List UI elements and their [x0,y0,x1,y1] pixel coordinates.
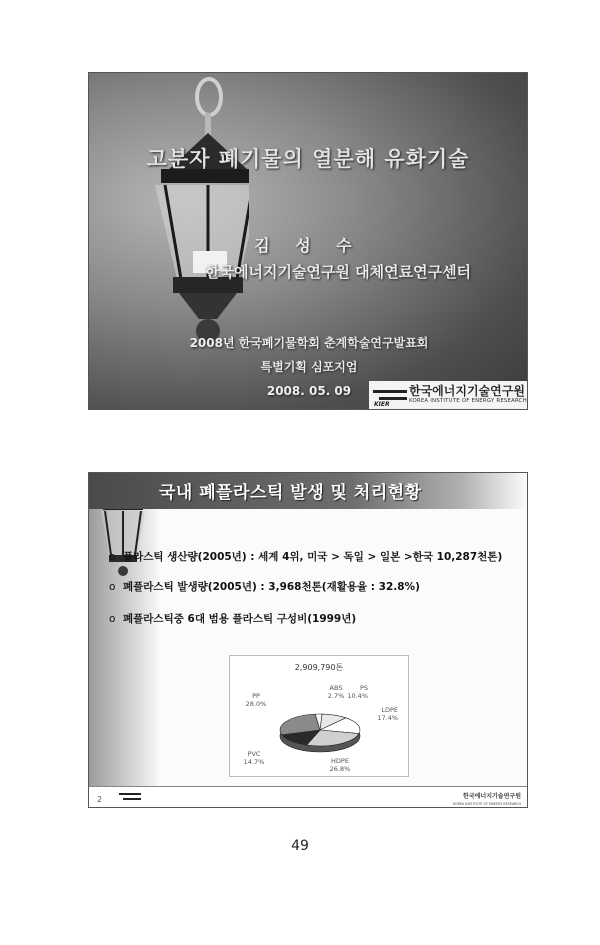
footer-logo-mark [119,792,141,802]
slide-title: 국내 폐플라스틱 발생 및 처리현황 [159,483,422,503]
bullet-text: 플라스틱 생산량(2005년) : 세계 4위, 미국 > 독일 > 일본 >한국 10,287천톤) [123,551,503,563]
kier-logo [369,381,527,409]
status-slide [88,472,528,808]
pie-chart-box [229,655,409,777]
bullet-production [109,549,502,564]
slice-value: 10.4% [347,692,368,700]
kier-english-name: KOREA INSTITUTE OF ENERGY RESEARCH [409,398,527,404]
slice-value: 28.0% [245,700,267,708]
slice-label: PP [252,692,260,700]
slide-number: 2 [97,795,103,804]
slide-footer [89,786,527,807]
event-line-1: 2008년 한국폐기물학회 춘계학술연구발표회 [189,336,429,350]
bullet-mark: o [109,551,116,563]
bullet-mark: o [109,581,116,593]
slide-title: 고분자 폐기물의 열분해 유화기술 [146,147,470,171]
slice-label: PS [359,684,368,692]
event-line-2: 특별기획 심포지엄 [260,360,358,374]
pie-chart [230,656,408,776]
slice-label: ABS [329,684,343,692]
slice-value: 2.7% [327,692,345,700]
slice-label: HDPE [331,757,349,765]
bullet-text: 폐플라스틱 발생량(2005년) : 3,968천톤(재활용율 : 32.8%) [123,581,420,593]
bullet-generation [109,579,420,594]
footer-english: KOREA INSTITUTE OF ENERGY RESEARCH [453,802,521,806]
author-organization: 한국에너지기술연구원 대체연료연구센터 [205,263,472,281]
event-date: 2008. 05. 09 [266,384,352,398]
slice-value: 26.8% [329,765,351,773]
chart-title: 2,909,790톤 [294,663,344,672]
author-name: 김 성 수 [254,236,362,255]
page-number: 49 [291,838,309,854]
kier-logo-mark [373,384,407,406]
slice-label: PVC [247,750,261,758]
slice-value: 14.7% [243,758,265,766]
bullet-mark: o [109,613,116,625]
kier-name: 한국에너지기술연구원 [409,384,525,398]
lantern-image [109,73,249,363]
kier-abbr: KIER [374,401,390,406]
footer-org: 한국에너지기술연구원 [463,793,521,800]
slice-value: 17.4% [377,714,398,722]
slice-label: LDPE [381,706,398,714]
bullet-text: 폐플라스틱중 6대 범용 플라스틱 구성비(1999년) [123,613,357,625]
title-slide [88,72,528,410]
bullet-composition [109,611,356,626]
